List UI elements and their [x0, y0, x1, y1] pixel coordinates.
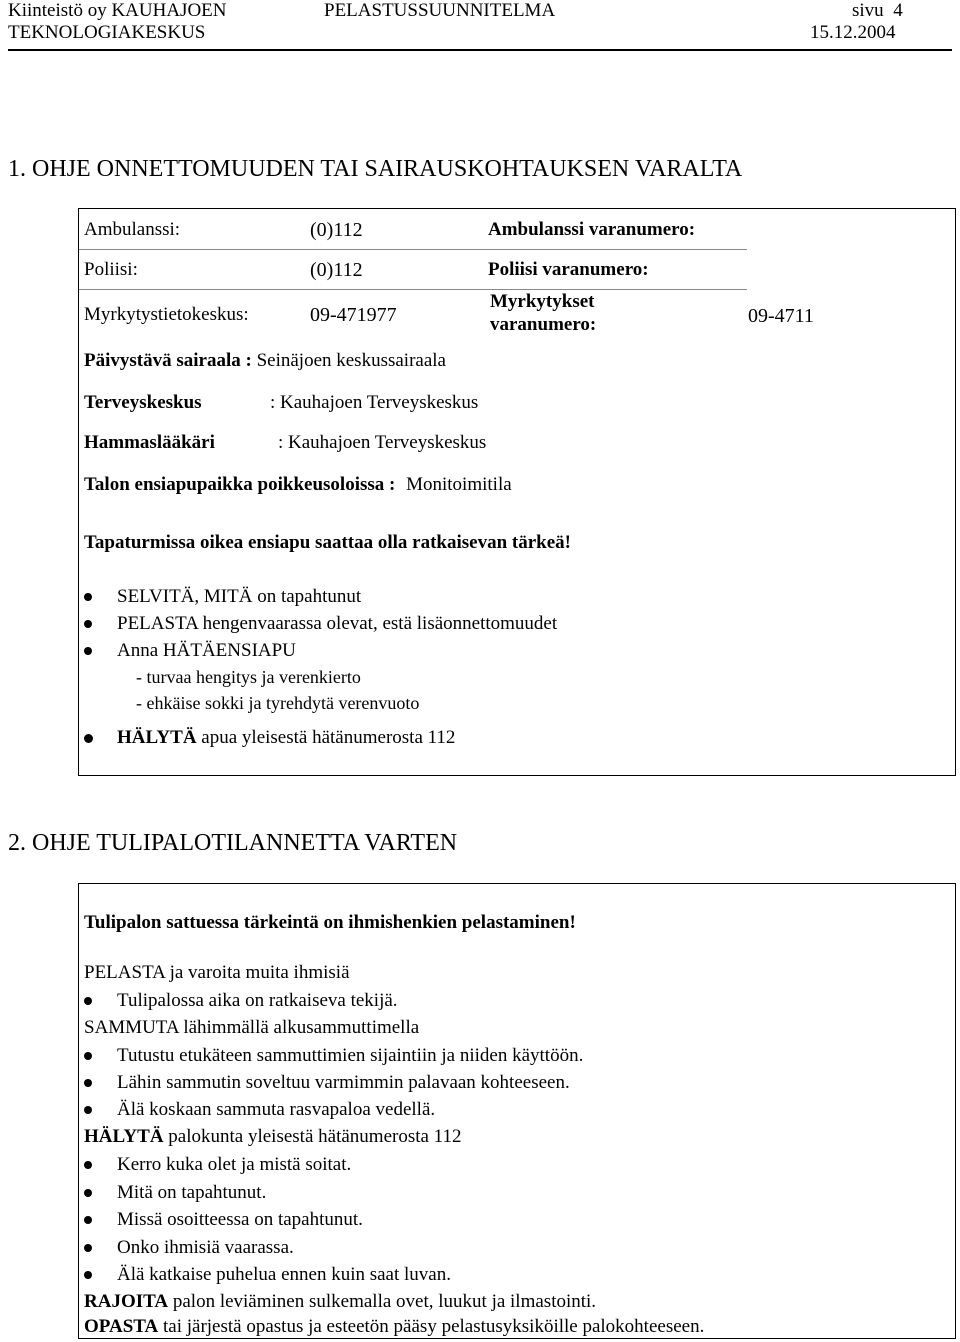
alarm-instruction [117, 727, 455, 749]
page-label: sivu [852, 0, 884, 21]
dentist-value: : Kauhajoen Terveyskeskus [278, 432, 487, 453]
poison-center-label: Myrkytystietokeskus: [84, 304, 249, 325]
extinguish-bullet: Lähin sammutin soveltuu varmimmin palavaan kohteeseen. [117, 1072, 570, 1093]
extinguish-bullet: Älä koskaan sammuta rasvapaloa vedellä. [117, 1099, 436, 1120]
alarm-strong: HÄLYTÄ [84, 1126, 164, 1147]
limit-strong: RAJOITA [84, 1291, 169, 1312]
alarm-text: apua yleisestä hätänumerosta 112 [196, 727, 456, 748]
alarm-bullet: Missä osoitteessa on tapahtunut. [117, 1209, 363, 1230]
instruction-strong: HÄTÄENSIAPU [162, 640, 296, 661]
alarm-text: palokunta yleisestä hätänumerosta 112 [163, 1126, 462, 1147]
first-aid-important-note: Tapaturmissa oikea ensiapu saattaa olla ratkaisevan tärkeä! [84, 532, 571, 553]
hospital-row [84, 350, 446, 372]
rescue-strong: PELASTA [84, 962, 165, 983]
limit-instruction [84, 1291, 596, 1313]
bullet-icon [84, 1079, 92, 1087]
poison-backup-label-2: varanumero: [490, 314, 597, 335]
poison-backup-label-1: Myrkytykset [490, 291, 595, 312]
bullet-icon [84, 620, 92, 628]
first-aid-location-value: Monitoimitila [406, 474, 512, 495]
alarm-bullet: Kerro kuka olet ja mistä soitat. [117, 1154, 352, 1175]
row-divider [79, 249, 747, 250]
hospital-label: Päivystävä sairaala : [84, 350, 252, 371]
alarm-heading [84, 1126, 461, 1148]
bullet-icon [84, 1189, 92, 1197]
extinguish-heading [84, 1017, 419, 1039]
alarm-strong: HÄLYTÄ [117, 727, 197, 748]
poison-backup-number: 09-4711 [748, 305, 814, 327]
bullet-icon [84, 647, 92, 655]
first-aid-location-row [84, 474, 512, 496]
dentist-label: Hammaslääkäri [84, 432, 215, 453]
section2-title: 2. OHJE TULIPALOTILANNETTA VARTEN [8, 830, 458, 856]
extinguish-bullet: Tutustu etukäteen sammuttimien sijaintiin ja niiden käyttöön. [117, 1045, 584, 1066]
row-divider [79, 289, 747, 290]
header-divider [8, 49, 952, 51]
instruction-item [117, 640, 296, 662]
sub-instruction: - ehkäise sokki ja tyrehdytä verenvuoto [136, 693, 420, 713]
fire-intro: Tulipalon sattuessa tärkeintä on ihmishenkien pelastaminen! [84, 912, 576, 933]
bullet-icon [84, 1161, 92, 1169]
company-name-line1: Kiinteistö oy KAUHAJOEN [8, 0, 227, 21]
extinguish-text: lähimmällä alkusammuttimella [178, 1017, 420, 1038]
ambulance-backup-label: Ambulanssi varanumero: [488, 219, 696, 240]
instruction-text: hengenvaarassa olevat, estä lisäonnettomuudet [197, 613, 558, 634]
instruction-strong: PELASTA [117, 613, 198, 634]
bullet-icon [84, 593, 92, 601]
guide-instruction [84, 1316, 704, 1338]
instruction-item [117, 613, 557, 635]
instruction-item [117, 586, 361, 608]
bullet-icon [84, 997, 92, 1005]
company-name-line2: TEKNOLOGIAKESKUS [8, 22, 206, 43]
bullet-icon [84, 734, 93, 743]
document-title: PELASTUSSUUNNITELMA [324, 0, 556, 21]
police-number: (0)112 [310, 259, 363, 281]
hospital-value: Seinäjoen keskussairaala [256, 350, 446, 371]
rescue-text: ja varoita muita ihmisiä [164, 962, 350, 983]
bullet-icon [84, 1216, 92, 1224]
instruction-text: on tapahtunut [252, 586, 362, 607]
rescue-bullet: Tulipalossa aika on ratkaiseva tekijä. [117, 990, 398, 1011]
ambulance-number: (0)112 [310, 219, 363, 241]
page-number: 4 [893, 0, 903, 21]
instruction-prefix: Anna [117, 640, 163, 661]
bullet-icon [84, 1244, 92, 1252]
bullet-icon [84, 1271, 92, 1279]
extinguish-strong: SAMMUTA [84, 1017, 179, 1038]
health-center-value: : Kauhajoen Terveyskeskus [270, 392, 479, 413]
guide-text: tai järjestä opastus ja esteetön pääsy pelastusyksiköille palokohteeseen. [158, 1316, 705, 1337]
bullet-icon [84, 1106, 92, 1114]
health-center-label: Terveyskeskus [84, 392, 202, 413]
document-date: 15.12.2004 [810, 22, 896, 43]
alarm-bullet: Mitä on tapahtunut. [117, 1182, 267, 1203]
ambulance-label: Ambulanssi: [84, 219, 181, 240]
police-backup-label: Poliisi varanumero: [488, 259, 649, 280]
alarm-bullet: Älä katkaise puhelua ennen kuin saat luvan. [117, 1264, 451, 1285]
section1-title: 1. OHJE ONNETTOMUUDEN TAI SAIRAUSKOHTAUKSEN VARALTA [8, 156, 743, 182]
poison-center-number: 09-471977 [310, 304, 397, 326]
instruction-strong: SELVITÄ, MITÄ [117, 586, 253, 607]
limit-text: palon leviäminen sulkemalla ovet, luukut ja ilmastointi. [168, 1291, 597, 1312]
bullet-icon [84, 1052, 92, 1060]
page-indicator [852, 0, 903, 22]
alarm-bullet: Onko ihmisiä vaarassa. [117, 1237, 294, 1258]
police-label: Poliisi: [84, 259, 138, 280]
first-aid-location-label: Talon ensiapupaikka poikkeusoloissa : [84, 474, 396, 495]
rescue-heading [84, 962, 350, 984]
guide-strong: OPASTA [84, 1316, 159, 1337]
sub-instruction: - turvaa hengitys ja verenkierto [136, 667, 361, 687]
